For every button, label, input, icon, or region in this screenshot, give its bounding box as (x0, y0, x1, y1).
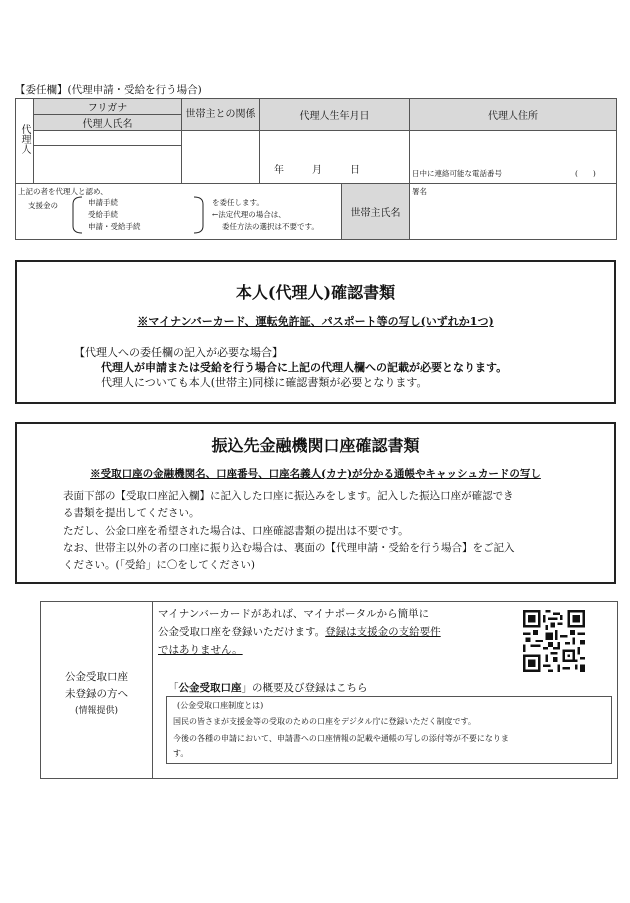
bank-box-subtitle: ※受取口座の金融機関名、口座番号、口座名義人(カナ)が分かる通帳やキャッシュカードの写し (90, 468, 541, 480)
birth-year-unit: 年 (274, 165, 284, 176)
identity-box-title: 本人(代理人)確認書類 (235, 283, 396, 302)
support-label: 支援金の (28, 201, 58, 210)
agent-name-input[interactable] (34, 146, 182, 184)
option-application[interactable]: 申請手続 (88, 198, 118, 207)
public-account-title-1: 公金受取口座 (65, 671, 128, 683)
furigana-input[interactable] (34, 131, 182, 146)
delegate-text: を委任します。 (212, 198, 264, 207)
birth-day-unit: 日 (350, 165, 360, 176)
public-account-intro-2a: 公金受取口座を登録いただけます。 (158, 626, 326, 638)
public-account-link[interactable] (168, 680, 368, 695)
statement-intro: 上記の者を代理人と認め、 (18, 187, 108, 196)
relation-input[interactable] (182, 131, 260, 184)
bank-para-1a: 表面下部の【受取口座記入欄】に記入した口座に振込みをします。記入した振込口座が確認でき (63, 490, 514, 502)
system-line-2: 今後の各種の申請において、申請書への口座情報の記載や通帳の写しの添付等が不要になりま (173, 734, 509, 743)
left-bracket-icon (70, 196, 84, 234)
address-input[interactable] (410, 131, 617, 184)
right-bracket-icon (192, 196, 206, 234)
bank-para-2: ただし、公金口座を希望された場合は、口座確認書類の提出は不要です。 (63, 525, 409, 537)
option-application-receipt[interactable]: 申請・受給手続 (88, 222, 141, 231)
identity-case-heading: 【代理人への委任欄の記入が必要な場合】 (74, 346, 283, 359)
legal-note-2: 委任方法の選択は不要です。 (222, 222, 319, 231)
public-account-intro-1: マイナンバーカードがあれば、マイナポータルから簡単に (158, 608, 430, 620)
system-heading: (公金受取口座制度とは) (177, 701, 264, 710)
identity-line-2: 代理人についても本人(世帯主)同様に確認書類が必要となります。 (101, 376, 428, 389)
legal-note-1: ←法定代理の場合は、 (212, 210, 286, 219)
public-account-intro-2b: 登録は支援金の支給要件 (325, 626, 441, 638)
phone-parens: ( ) (575, 169, 596, 178)
agent-row-label (16, 99, 34, 184)
bank-box-title: 振込先金融機関口座確認書類 (211, 436, 420, 455)
qr-code-icon[interactable] (523, 610, 585, 672)
phone-label: 日中に連絡可能な電話番号 (412, 169, 502, 178)
delegation-heading: 【委任欄】(代理申請・受給を行う場合) (15, 84, 202, 96)
furigana-header: フリガナ (34, 99, 182, 115)
agent-name-header: 代理人氏名 (34, 115, 182, 131)
birthdate-input[interactable] (260, 131, 410, 184)
link-bracket-open: 「 (168, 682, 179, 694)
public-account-left-cell (41, 602, 153, 778)
delegation-statement (16, 184, 342, 240)
signature-input[interactable] (410, 184, 617, 240)
bank-para-3b: ください。(「受給」に〇をしてください) (63, 559, 255, 571)
link-title: 公金受取口座 (178, 682, 242, 694)
identity-line-1: 代理人が申請または受給を行う場合に上記の代理人欄への記載が必要となります。 (101, 361, 508, 374)
public-account-info-note: (情報提供) (74, 706, 119, 716)
public-account-system-box (166, 696, 612, 764)
option-receipt[interactable]: 受給手続 (88, 210, 118, 219)
relation-header: 世帯主との関係 (182, 99, 260, 131)
system-line-3: す。 (173, 749, 189, 758)
birth-month-unit: 月 (312, 165, 322, 176)
bank-para-1b: る書類を提出してください。 (63, 507, 200, 519)
bank-para-3a: なお、世帯主以外の者の口座に振り込む場合は、裏面の【代理申請・受給を行う場合】をご記入 (63, 542, 515, 554)
public-account-intro-3: ではありません。 (158, 644, 243, 656)
identity-box-subtitle: ※マイナンバーカード、運転免許証、パスポート等の写し(いずれか1つ) (137, 315, 494, 328)
address-header: 代理人住所 (410, 99, 617, 131)
identity-documents-box (15, 260, 616, 404)
delegation-table (15, 98, 617, 240)
agent-label: 代理人 (19, 124, 30, 154)
public-account-title-2: 未登録の方へ (65, 688, 128, 700)
system-line-1: 国民の皆さまが支援金等の受取のための口座をデジタル庁に登録いただく制度です。 (173, 717, 476, 726)
householder-label: 世帯主氏名 (342, 184, 410, 240)
signature-label: 署名 (412, 187, 427, 196)
link-rest: 」の概要及び登録はこちら (241, 682, 368, 694)
bank-documents-box (15, 422, 616, 584)
birthdate-header: 代理人生年月日 (260, 99, 410, 131)
